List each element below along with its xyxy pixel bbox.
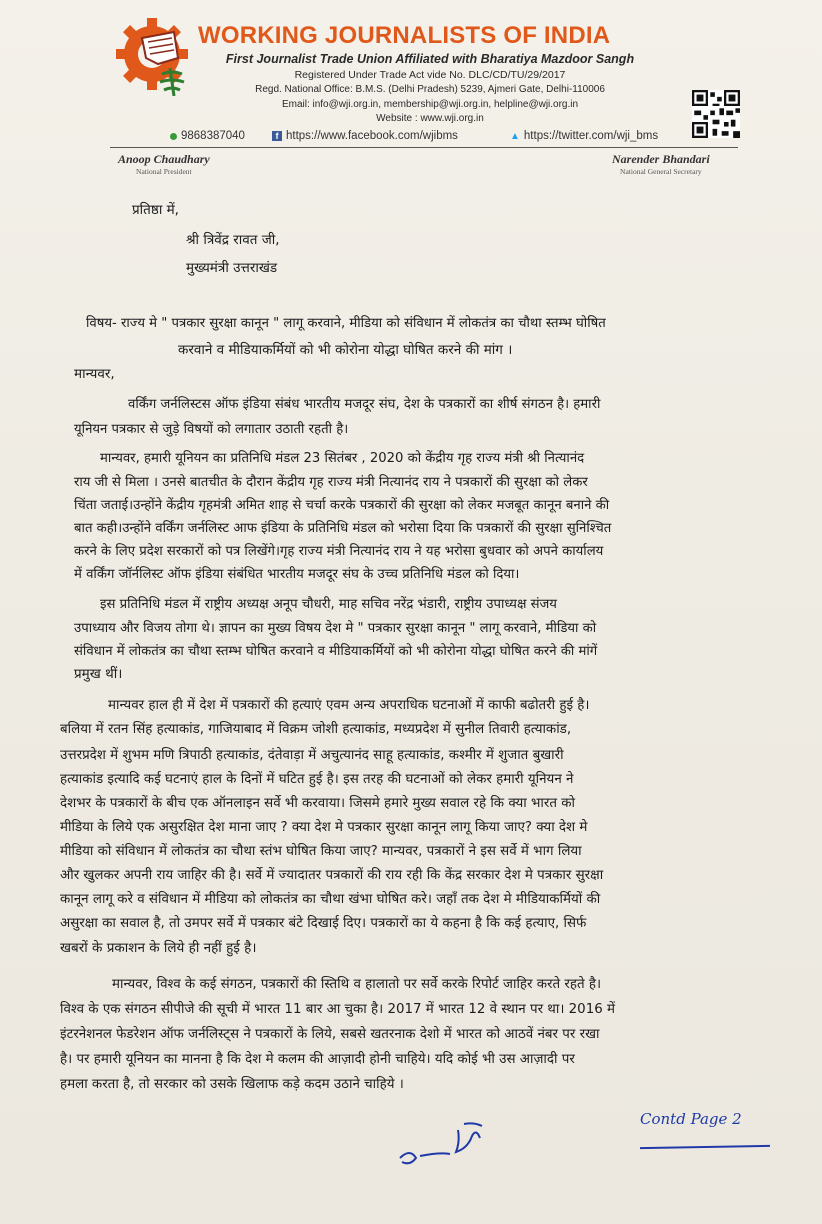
greeting: मान्यवर, xyxy=(74,366,115,382)
paragraph-line: यूनियन पत्रकार से जुड़े विषयों को लगातार उठाती रहती है। xyxy=(74,422,349,437)
facebook-url: https://www.facebook.com/wjibms xyxy=(286,130,458,142)
email-addresses: Email: info@wji.org.in, membership@wji.org.in, helpline@wji.org.in xyxy=(281,99,579,110)
paragraph-line: खबरों के प्रकाशन के लिये ही नहीं हुई है। xyxy=(60,940,257,956)
paragraph-line: मान्यवर, विश्व के कई संगठन, पत्रकारों की स्तिथि व हालातो पर सर्वे करके रिपोर्ट जाहिर करते रहते है। xyxy=(112,977,602,992)
office-address: Regd. National Office: B.M.S. (Delhi Pradesh) 5239, Ajmeri Gate, Delhi-110006 xyxy=(255,84,605,95)
organization-subtitle: First Journalist Trade Union Affiliated with Bharatiya Mazdoor Sangh xyxy=(225,52,635,66)
paragraph-line: बलिया में रतन सिंह हत्याकांड, गाजियाबाद में विक्रम जोशी हत्याकांड, मध्यप्रदेश में सुनील तिवारी हत्याकांड, xyxy=(60,722,572,737)
twitter-url: https://twitter.com/wji_bms xyxy=(523,130,659,142)
paragraph-line: और खुलकर अपनी राय जाहिर की है। सर्वे में ज्यादातर पत्रकारों की राय रही कि केंद्र सरकार देश मे पत्रकार सुरक्षा xyxy=(60,868,604,883)
handwritten-signature-icon xyxy=(380,1118,500,1178)
paragraph-line: देशभर के पत्रकारों के बीच एक ऑनलाइन सर्वे भी करवाया। जिसमे हमारे मुख्य सवाल रहे कि क्या भारत को xyxy=(60,796,575,811)
paragraph-line: हत्याकांड इत्यादि कई घटनाएं हाल के दिनों में घटित हुई है। इस तरह की घटनाओं को लेकर हमारी यूनियन ने xyxy=(60,772,574,787)
phone-number: 9868387040 xyxy=(181,130,245,142)
recipient-title: मुख्यमंत्री उत्तराखंड xyxy=(186,260,278,276)
salutation-line: प्रतिष्ठा में, xyxy=(132,202,179,218)
subject-line: करवाने व मीडियाकर्मियों को भी कोरोना योद्धा घोषित करने की मांग । xyxy=(178,342,513,358)
secretary-title: National General Secretary xyxy=(620,167,702,176)
paragraph-line: करने के लिए प्रदेश सरकारों को पत्र लिखेंगे।गृह राज्य मंत्री नित्यानंद राय ने यह भरोसा बुधवार को अपने कार्यालय xyxy=(74,544,604,559)
paragraph-line: वर्किंग जर्नलिस्टस ऑफ इंडिया संबंध भारतीय मजदूर संघ, देश के पत्रकारों का शीर्ष संगठन है। हमारी xyxy=(128,397,601,412)
paragraph-line: बात कही।उन्होंने वर्किंग जर्नलिस्ट आफ इंडिया के प्रतिनिधि मंडल को भरोसा दिया कि पत्रकारों की सुरक्षा सुनिश्चित xyxy=(74,521,612,536)
paragraph-line: चिंता जताई।उन्होंने केंद्रीय गृहमंत्री अमित शाह से चर्चा करके पत्रकारों की सुरक्षा को लेकर मजबूत कानून बनाने की xyxy=(74,498,610,513)
paragraph-line: इस प्रतिनिधि मंडल में राष्ट्रीय अध्यक्ष अनूप चौधरी, माह सचिव नरेंद्र भंडारी, राष्ट्रीय उपाध्यक्ष संजय xyxy=(100,597,557,612)
organization-name: WORKING JOURNALISTS OF INDIA xyxy=(198,22,611,49)
paragraph-line: राय जी से मिला । उनसे बातचीत के दौरान केंद्रीय गृह राज्य मंत्री नित्यानंद राय ने पत्रकारों की सुरक्षा को लेकर xyxy=(74,475,588,490)
paragraph-line: में वर्किंग जॉर्नलिस्ट ऑफ इंडिया संबंधित भारतीय मजदूर संघ के उच्च प्रतिनिधि मंडल को दिया। xyxy=(74,567,520,582)
paragraph-line: मान्यवर हाल ही में देश में पत्रकारों की हत्याएं एवम अन्य अपराधिक घटनाओं में काफी बढोतरी हुई है। xyxy=(108,698,590,713)
paragraph-line: मीडिया के लिये एक असुरक्षित देश माना जाए ? क्या देश मे पत्रकार सुरक्षा कानून लागू किया जाए? क्या देश मे xyxy=(60,820,588,835)
recipient-name: श्री त्रिवेंद्र रावत जी, xyxy=(186,232,280,248)
paragraph-line: उपाध्याय और विजय तोगा थे। ज्ञापन का मुख्य विषय देश मे " पत्रकार सुरक्षा कानून " लागू करवाने, मीडिया को xyxy=(74,621,597,636)
facebook-icon: f xyxy=(272,131,282,141)
website: Website : www.wji.org.in xyxy=(376,113,484,124)
paragraph-line: हमला करता है, तो सरकार को उसके खिलाफ कड़े कदम उठाने चाहिये । xyxy=(60,1077,404,1092)
paragraph-line: इंटरनेशनल फेडरेशन ऑफ जर्नलिस्ट्स ने पत्रकारों के लिये, सबसे खतरनाक देशो में भारत को आठवें नंबर पर रखा xyxy=(60,1027,600,1042)
continued-note: Contd Page 2 xyxy=(640,1110,742,1128)
registration-number: Registered Under Trade Act vide No. DLC/CD/TU/29/2017 xyxy=(294,69,566,81)
paragraph-line: मीडिया को संविधान में लोकतंत्र का चौथा स्तंभ घोषित किया जाए? मान्यवर, पत्रकारों ने इस सर्वे में भाग लिया xyxy=(60,844,582,859)
president-title: National President xyxy=(136,167,192,176)
paragraph-line: है। पर हमारी यूनियन का मानना है कि देश मे कलम की आज़ादी होनी चाहिये। यदि कोई भी उस आज़ादी पर xyxy=(60,1052,575,1067)
paragraph-line: असुरक्षा का सवाल है, तो उमपर सर्वे में पत्रकार बंटे दिखाई दिए। पत्रकारों का ये कहना है कि कई हत्याए, सिर्फ xyxy=(60,916,587,931)
president-name: Anoop Chaudhary xyxy=(118,152,210,166)
subject-line: विषय- राज्य मे " पत्रकार सुरक्षा कानून " लागू करवाने, मीडिया को संविधान में लोकतंत्र का चौथा स्तम्भ घोषित xyxy=(86,316,606,331)
paragraph-line: विश्व के एक संगठन सीपीजे की सूची में भारत 11 बार आ चुका है। 2017 में भारत 12 वे स्थान पर था। 2016 में xyxy=(60,1002,616,1017)
paragraph-line: संविधान में लोकतंत्र का चौथा स्तम्भ घोषित करवाने व मीडियाकर्मियों को भी कोरोना योद्धा घोषित करने की मांगें xyxy=(74,644,598,659)
secretary-name: Narender Bhandari xyxy=(612,152,710,166)
twitter-icon: ▲ xyxy=(510,130,520,142)
paragraph-line: कानून लागू करे व संविधान में मीडिया को लोकतंत्र का चौथा खंभा घोषित करे। जहाँ तक देश मे मीडियाकर्मियों की xyxy=(60,892,601,907)
paragraph-line: उत्तरप्रदेश में शुभम मणि त्रिपाठी हत्याकांड, दंतेवाड़ा में अचुत्यानंद साहू हत्याकांड, कश्मीर में शुजात बुखारी xyxy=(60,748,564,763)
paragraph-line: मान्यवर, हमारी यूनियन का प्रतिनिधि मंडल 23 सितंबर , 2020 को केंद्रीय गृह राज्य मंत्री श्री नित्यानंद xyxy=(100,451,585,466)
paragraph-line: प्रमुख थीं। xyxy=(74,666,123,682)
